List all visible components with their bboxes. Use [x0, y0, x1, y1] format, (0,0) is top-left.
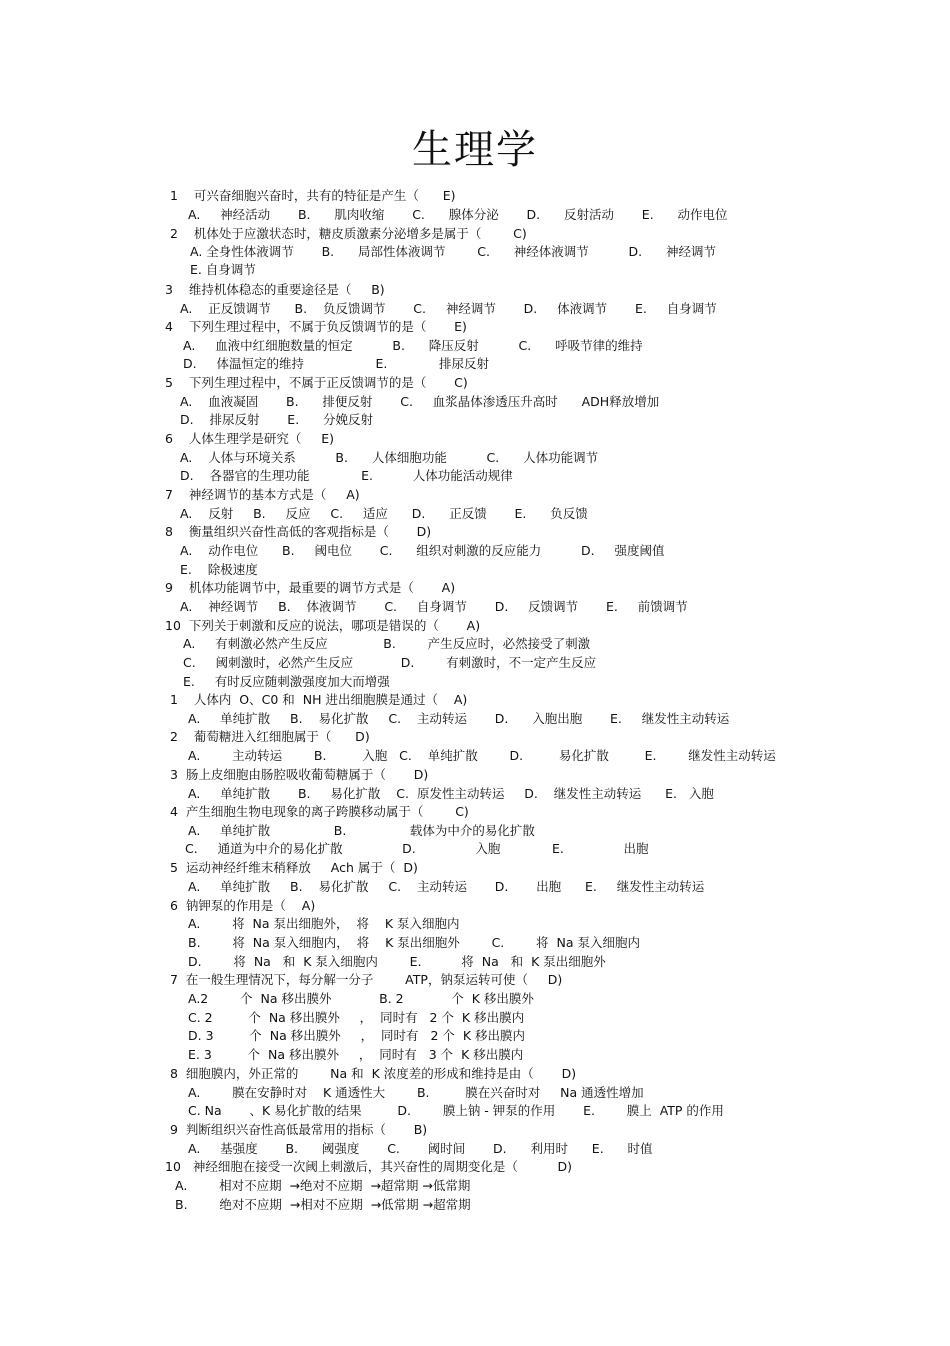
text-line: E. 除极速度 [180, 562, 258, 577]
text-line: 8 衡量组织兴奋性高低的客观指标是（ D) [165, 524, 432, 539]
text-line: A. 血液中红细胞数量的恒定 B. 降压反射 C. 呼吸节律的维持 [183, 338, 643, 353]
text-line: 1 可兴奋细胞兴奋时，共有的特征是产生（ E) [170, 188, 456, 203]
text-line: A. 将 Na 泵出细胞外， 将 K 泵入细胞内 [188, 916, 460, 931]
text-line: A. 单纯扩散 B. 易化扩散 C. 原发性主动转运 D. 继发性主动转运 E. 入胞 [188, 786, 714, 801]
text-line: C. 2 个 Na 移出膜外 ， 同时有 2 个 K 移出膜内 [188, 1010, 525, 1025]
text-line: A. 神经活动 B. 肌肉收缩 C. 腺体分泌 D. 反射活动 E. 动作电位 [188, 207, 728, 222]
text-line: D. 3 个 Na 移出膜外 ， 同时有 2 个 K 移出膜内 [188, 1028, 525, 1043]
text-line: C. 阈刺激时，必然产生反应 D. 有刺激时，不一定产生反应 [183, 655, 597, 670]
text-line: A. 膜在安静时对 K 通透性大 B. 膜在兴奋时对 Na 通透性增加 [188, 1085, 644, 1100]
text-line: D. 排尿反射 E. 分娩反射 [180, 412, 374, 427]
text-line: A. 神经调节 B. 体液调节 C. 自身调节 D. 反馈调节 E. 前馈调节 [180, 599, 688, 614]
text-line: A.2 个 Na 移出膜外 B. 2 个 K 移出膜外 [188, 991, 534, 1006]
text-line: 3 维持机体稳态的重要途径是（ B) [165, 282, 385, 297]
text-line: A. 人体与环境关系 B. 人体细胞功能 C. 人体功能调节 [180, 450, 599, 465]
text-line: 10 神经细胞在接受一次阈上刺激后，其兴奋性的周期变化是（ D) [165, 1159, 573, 1174]
text-line: E. 自身调节 [190, 262, 256, 277]
text-line: A. 单纯扩散 B. 易化扩散 C. 主动转运 D. 出胞 E. 继发性主动转运 [188, 879, 705, 894]
text-line: 6 人体生理学是研究（ E) [165, 431, 334, 446]
text-line: A. 动作电位 B. 阈电位 C. 组织对刺激的反应能力 D. 强度阈值 [180, 543, 665, 558]
text-line: A. 正反馈调节 B. 负反馈调节 C. 神经调节 D. 体液调节 E. 自身调节 [180, 301, 717, 316]
text-line: 2 机体处于应激状态时，糖皮质激素分泌增多是属于（ C) [170, 226, 527, 241]
text-line: 3 肠上皮细胞由肠腔吸收葡萄糖属于（ D) [170, 767, 429, 782]
text-line: 2 葡萄糖进入红细胞属于（ D) [170, 729, 370, 744]
text-line: 7 神经调节的基本方式是（ A) [165, 487, 360, 502]
text-line: 4 下列生理过程中，不属于负反馈调节的是（ E) [165, 319, 467, 334]
text-line: B. 绝对不应期 →相对不应期 →低常期 →超常期 [175, 1197, 471, 1212]
text-line: 5 运动神经纤维末稍释放 Ach 属于（ D) [170, 860, 418, 875]
text-line: 9 机体功能调节中，最重要的调节方式是（ A) [165, 580, 456, 595]
text-line: A. 主动转运 B. 入胞 C. 单纯扩散 D. 易化扩散 E. 继发性主动转运 [188, 748, 776, 763]
text-line: D. 各器官的生理功能 E. 人体功能活动规律 [180, 468, 513, 483]
text-line: A. 反射 B. 反应 C. 适应 D. 正反馈 E. 负反馈 [180, 506, 588, 521]
text-line: 8 细胞膜内，外正常的 Na 和 K 浓度差的形成和维持是由（ D) [170, 1066, 577, 1081]
text-line: 10 下列关于刺激和反应的说法，哪项是错误的（ A) [165, 618, 481, 633]
text-line: 5 下列生理过程中，不属于正反馈调节的是（ C) [165, 375, 468, 390]
text-line: E. 3 个 Na 移出膜外 ， 同时有 3 个 K 移出膜内 [188, 1047, 524, 1062]
text-line: A. 有刺激必然产生反应 B. 产生反应时，必然接受了刺激 [183, 636, 591, 651]
text-line: 7 在一般生理情况下，每分解一分子 ATP，钠泵运转可使（ D) [170, 972, 563, 987]
text-line: B. 将 Na 泵入细胞内， 将 K 泵出细胞外 C. 将 Na 泵入细胞内 [188, 935, 640, 950]
text-line: C. Na 、K 易化扩散的结果 D. 膜上钠 - 钾泵的作用 E. 膜上 ATP 的作用 [188, 1103, 724, 1118]
text-line: A. 全身性体液调节 B. 局部性体液调节 C. 神经体液调节 D. 神经调节 [190, 244, 716, 259]
text-line: D. 体温恒定的维持 E. 排尿反射 [183, 356, 490, 371]
text-line: 9 判断组织兴奋性高低最常用的指标（ B) [170, 1122, 428, 1137]
text-line: A. 单纯扩散 B. 载体为中介的易化扩散 [188, 823, 535, 838]
text-line: D. 将 Na 和 K 泵入细胞内 E. 将 Na 和 K 泵出细胞外 [188, 954, 606, 969]
text-line: 6 钠钾泵的作用是（ A) [170, 898, 316, 913]
page-title: 生理学 [412, 127, 538, 173]
text-line: A. 相对不应期 →绝对不应期 →超常期 →低常期 [175, 1178, 471, 1193]
text-line: A. 单纯扩散 B. 易化扩散 C. 主动转运 D. 入胞出胞 E. 继发性主动转运 [188, 711, 730, 726]
text-line: E. 有时反应随刺激强度加大而增强 [183, 674, 390, 689]
text-line: C. 通道为中介的易化扩散 D. 入胞 E. 出胞 [185, 841, 649, 856]
text-line: 1 人体内 O、C0 和 NH 进出细胞膜是通过（ A) [170, 692, 468, 707]
text-line: A. 血液凝固 B. 排便反射 C. 血浆晶体渗透压升高时 ADH释放增加 [180, 394, 660, 409]
text-line: 4 产生细胞生物电现象的离子跨膜移动属于（ C) [170, 804, 469, 819]
text-line: A. 基强度 B. 阈强度 C. 阈时间 D. 利用时 E. 时值 [188, 1141, 653, 1156]
